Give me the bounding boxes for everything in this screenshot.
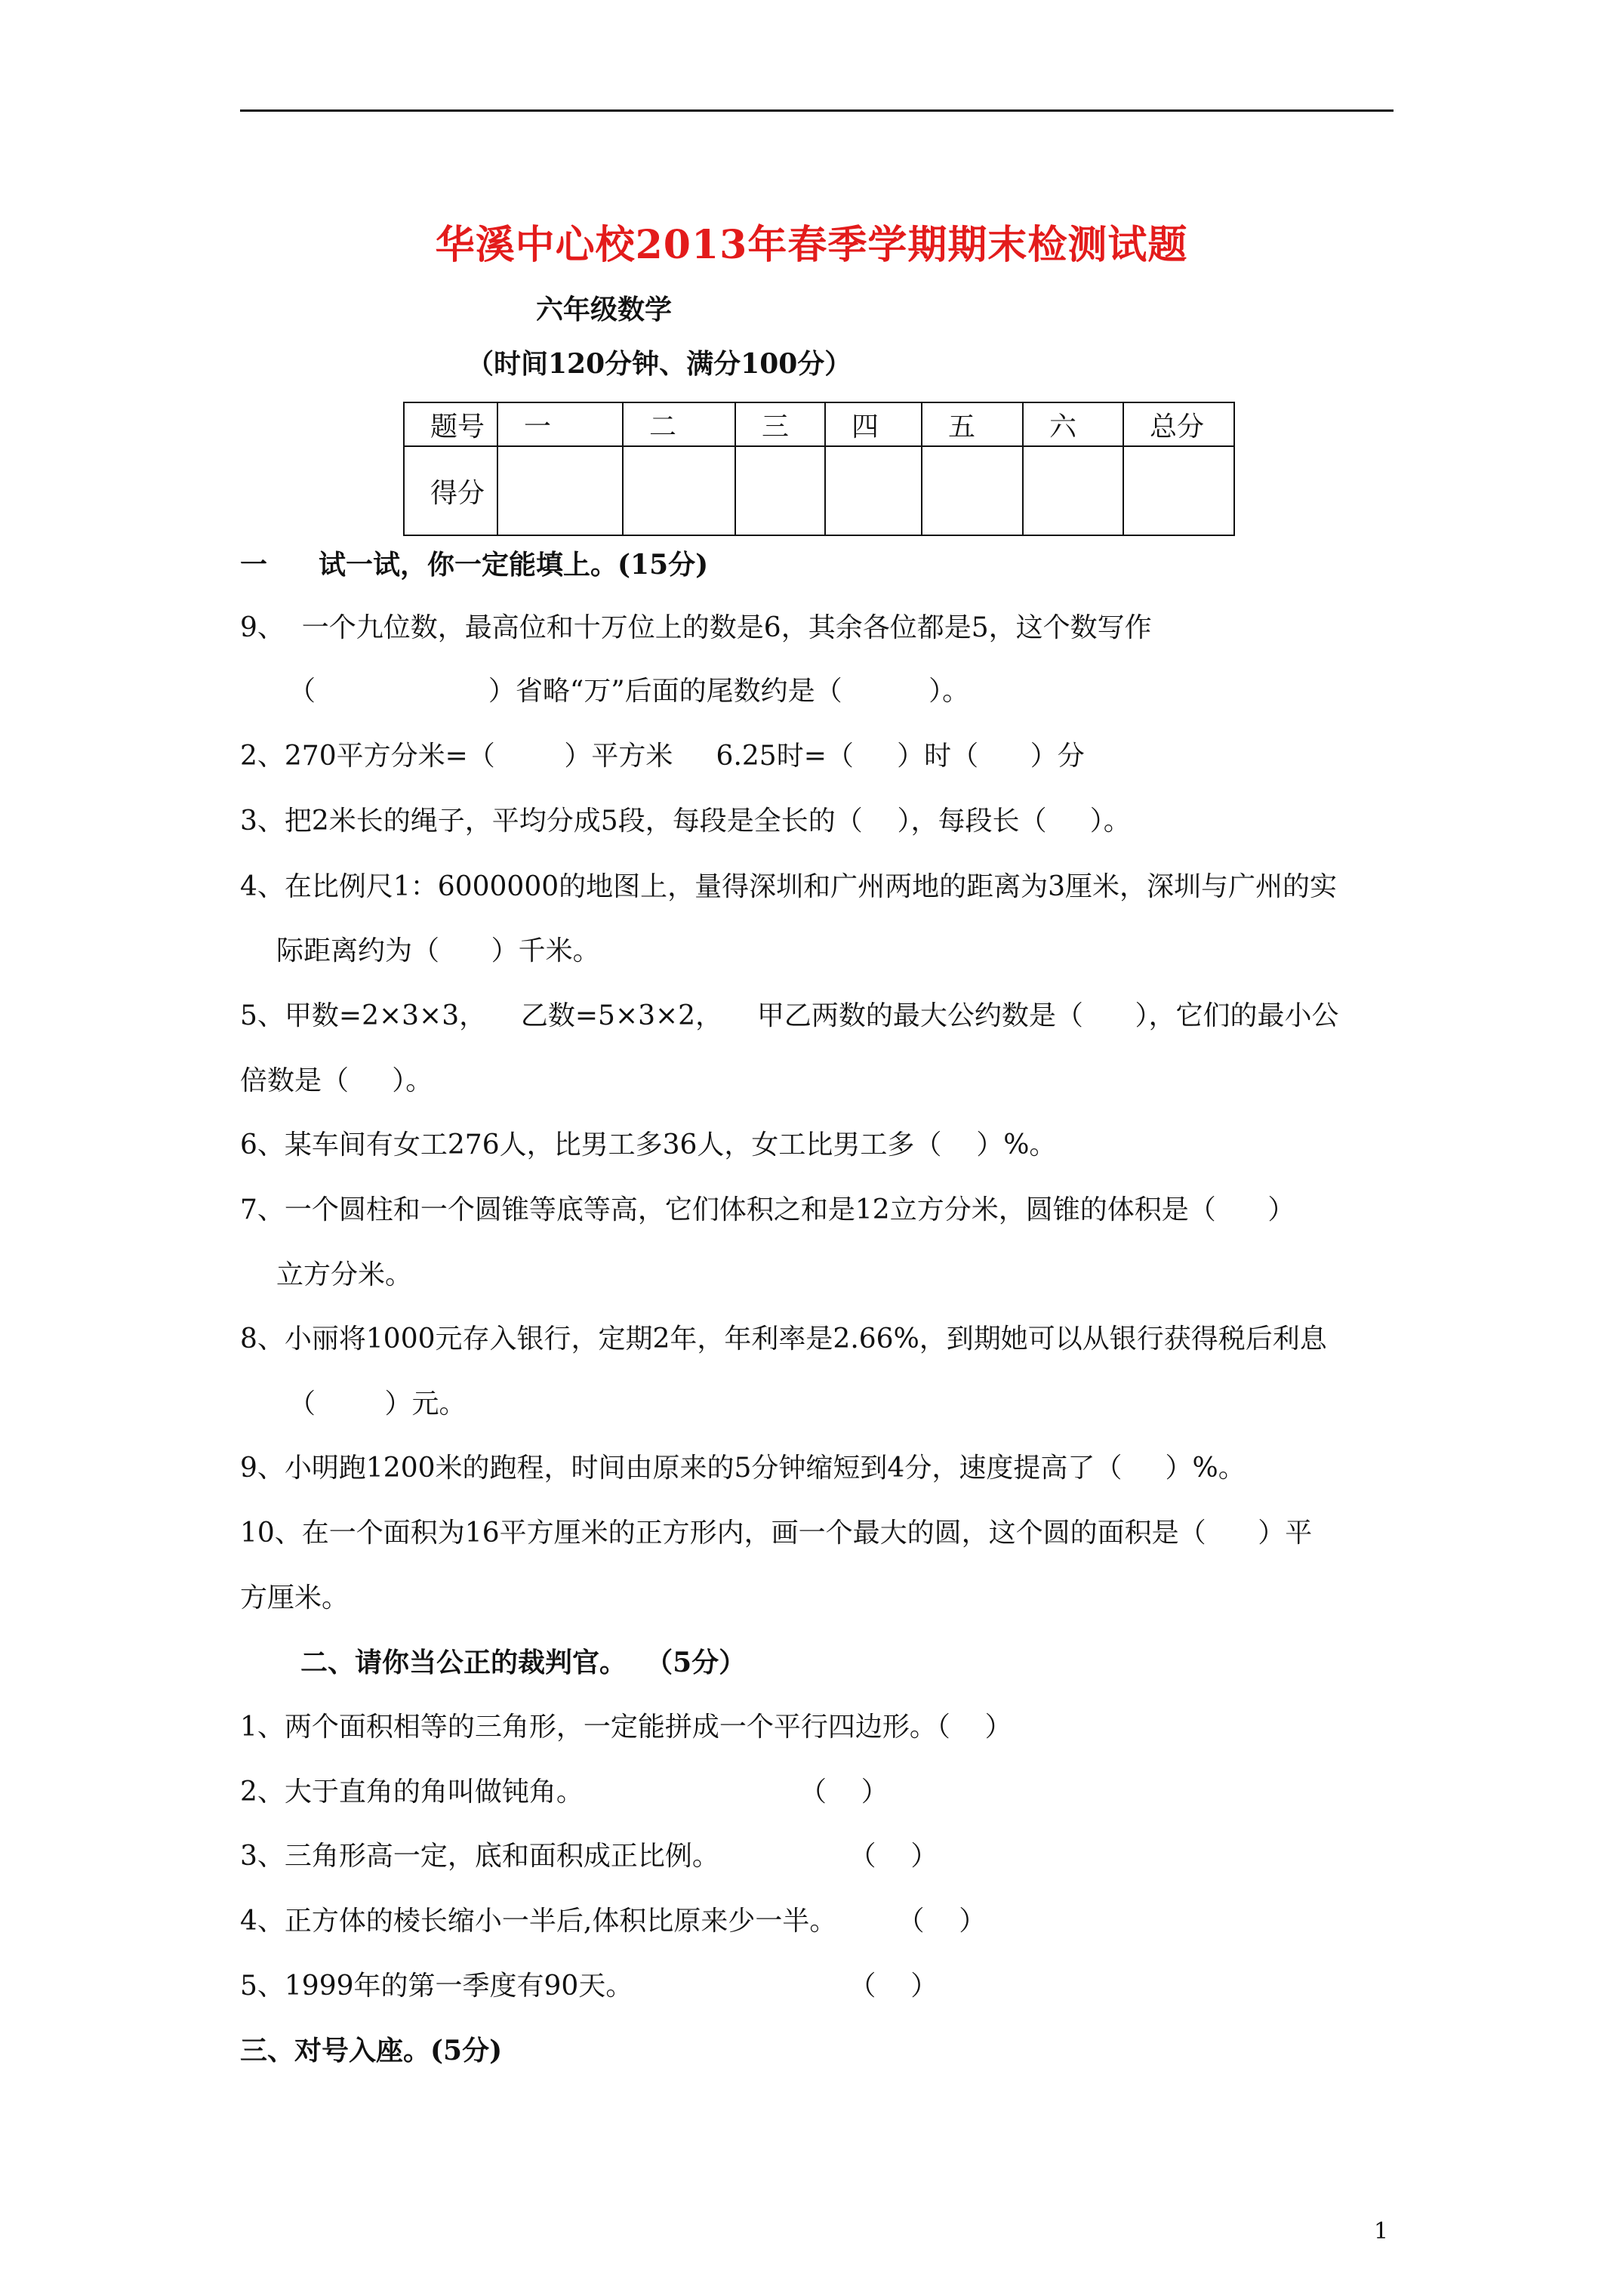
section1-heading-number: 一 [240, 549, 268, 581]
question-10-line-1: 10、在一个面积为16平方厘米的正方形内，画一个最大的圆，这个圆的面积是（ ）平 [240, 1518, 1313, 1549]
score-cell[interactable] [623, 446, 735, 535]
score-cell[interactable] [735, 446, 825, 535]
question-5-line-2: 倍数是（ ）。 [240, 1065, 433, 1096]
time-info: （时间120分钟、满分100分） [467, 348, 852, 380]
judge-item-1: 1、两个面积相等的三角形，一定能拼成一个平行四边形。（ ） [240, 1712, 1012, 1743]
page-title: 华溪中心校2013年春季学期期末检测试题 [435, 222, 1188, 268]
question-5-line-1: 5、甲数=2×3×3， 乙数=5×3×2， 甲乙两数的最大公约数是（ ），它们的最小公 [240, 1000, 1339, 1031]
judge-item-2: 2、大于直角的角叫做钝角。 （ ） [240, 1777, 888, 1808]
page-number: 1 [1374, 2218, 1389, 2245]
section2-heading: 二、请你当公正的裁判官。 （5分） [300, 1647, 747, 1678]
score-cell[interactable] [1123, 446, 1234, 535]
question-9: 9、小明跑1200米的跑程，时间由原来的5分钟缩短到4分，速度提高了（ ）%。 [240, 1453, 1246, 1484]
question-2: 2、270平方分米=（ ）平方米 6.25时=（ ）时（ ）分 [240, 741, 1085, 772]
question-3: 3、把2米长的绳子，平均分成5段，每段是全长的（ ），每段长（ ）。 [240, 806, 1131, 837]
question-1-line-2: （ ）省略“万”后面的尾数约是（ ）。 [288, 676, 970, 707]
score-cell[interactable] [825, 446, 922, 535]
score-cell[interactable] [497, 446, 623, 535]
question-6: 6、某车间有女工276人，比男工多36人，女工比男工多（ ）%。 [240, 1130, 1057, 1160]
score-cell[interactable] [1023, 446, 1123, 535]
score-cell: 一 [497, 402, 623, 446]
score-cell: 总分 [1123, 402, 1234, 446]
header-rule [240, 109, 1394, 112]
question-8-line-2: （ ）元。 [288, 1388, 467, 1419]
score-table-score-row [404, 446, 1234, 535]
score-cell: 二 [623, 402, 735, 446]
question-10-line-2: 方厘米。 [240, 1583, 350, 1613]
judge-item-4: 4、正方体的棱长缩小一半后,体积比原来少一半。 （ ） [240, 1906, 987, 1937]
score-cell: 五 [922, 402, 1023, 446]
score-cell: 四 [825, 402, 922, 446]
question-7-line-2: 立方分米。 [276, 1259, 413, 1290]
question-1-line-1: 9、 一个九位数，最高位和十万位上的数是6，其余各位都是5，这个数写作 [240, 612, 1152, 643]
score-cell: 六 [1023, 402, 1123, 446]
question-4-line-2: 际距离约为（ ）千米。 [276, 935, 600, 966]
section3-heading: 三、对号入座。(5分) [240, 2035, 503, 2066]
question-8-line-1: 8、小丽将1000元存入银行，定期2年，年利率是2.66%，到期她可以从银行获得税后利息 [240, 1324, 1327, 1354]
score-table [403, 402, 1235, 536]
question-7-line-1: 7、一个圆柱和一个圆锥等底等高，它们体积之和是12立方分米，圆锥的体积是（ ） [240, 1194, 1295, 1225]
score-cell: 得分 [404, 446, 497, 535]
score-cell[interactable] [922, 446, 1023, 535]
section1-heading: 试一试，你一定能填上。(15分) [319, 549, 709, 581]
score-cell: 三 [735, 402, 825, 446]
score-cell: 题号 [404, 402, 497, 446]
judge-item-5: 5、1999年的第一季度有90天。 （ ） [240, 1971, 938, 2002]
judge-item-3: 3、三角形高一定，底和面积成正比例。 （ ） [240, 1841, 938, 1872]
page-subtitle: 六年级数学 [536, 294, 673, 325]
question-4-line-1: 4、在比例尺1：6000000的地图上，量得深圳和广州两地的距离为3厘米，深圳与广州的实 [240, 871, 1338, 902]
score-table-header-row [404, 402, 1234, 446]
